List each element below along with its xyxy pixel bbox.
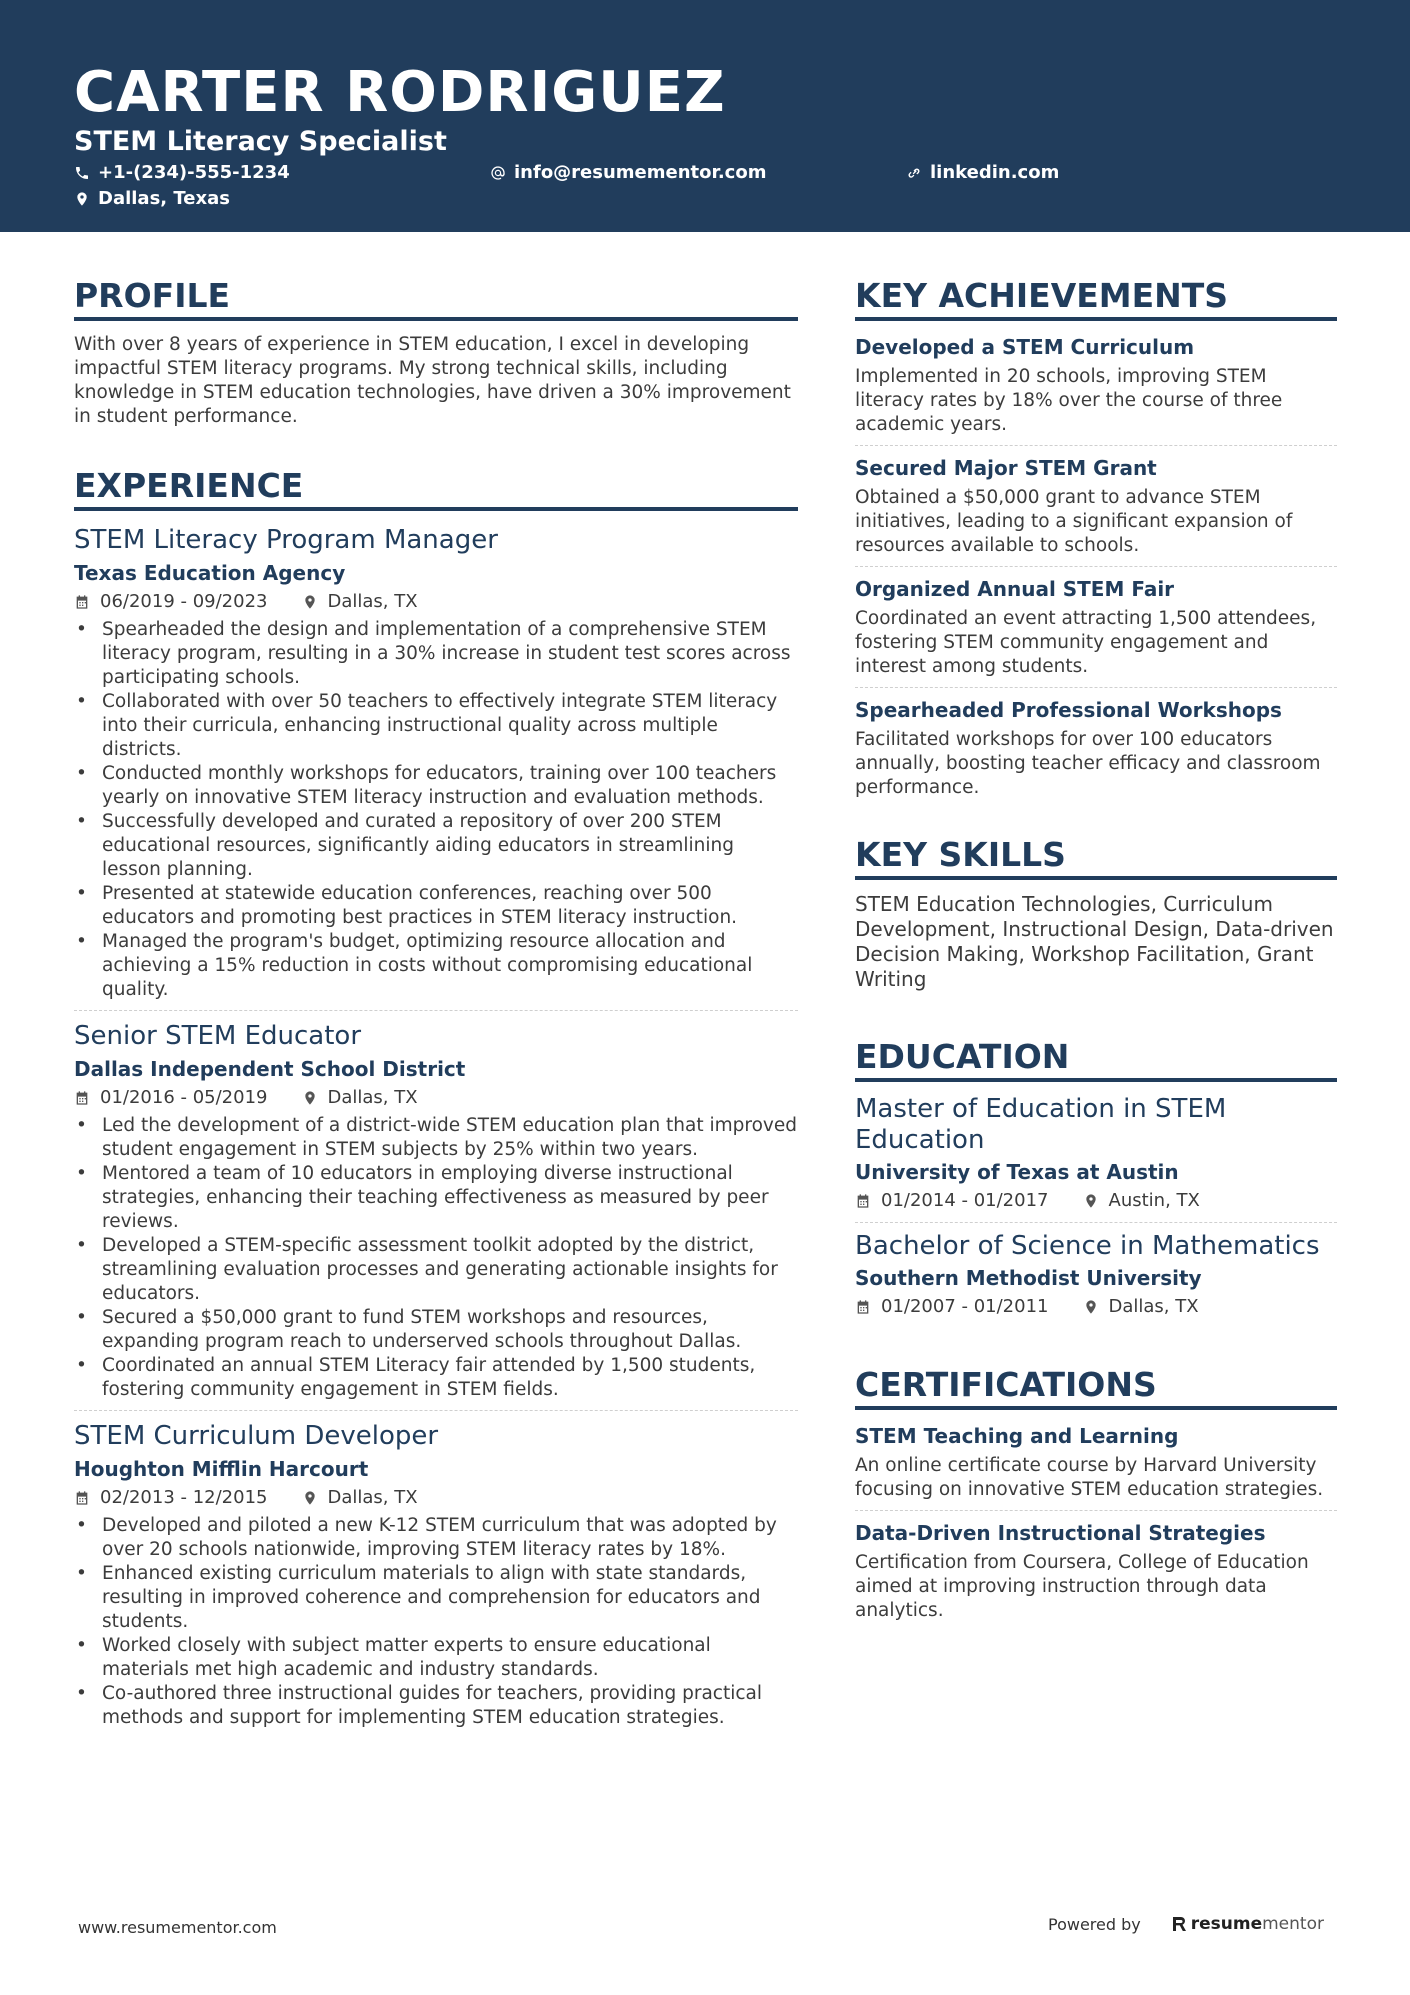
contact-location [74, 187, 230, 211]
divider [855, 566, 1337, 567]
education-location [1083, 1188, 1200, 1214]
education-meta [855, 1188, 1337, 1214]
skills-heading: KEY SKILLS [855, 834, 1337, 880]
right-column [855, 275, 1337, 1623]
achievement-item [855, 575, 1337, 679]
job-bullets [74, 618, 798, 1002]
achievement-title: Organized Annual STEM Fair [855, 577, 1175, 601]
at-icon [490, 165, 506, 181]
powered-by-label: Powered by [1048, 1914, 1141, 1934]
education-dates: 01/2007 - 01/2011 [881, 1296, 1049, 1317]
education-school: University of Texas at Austin [855, 1160, 1179, 1184]
footer-website[interactable]: www.resumementor.com [78, 1918, 277, 1937]
certifications-heading: CERTIFICATIONS [855, 1364, 1337, 1410]
bullet-item: • Led the development of a district-wide STEM education plan that improved student engagement in STEM subjects by 25% within two years. [74, 1114, 798, 1162]
phone-icon [74, 165, 90, 181]
left-column [74, 275, 798, 1730]
calendar-icon [855, 1193, 871, 1209]
bullet-item: • Developed and piloted a new K-12 STEM curriculum that was adopted by over 20 schools nationwide, improving STEM literacy rates by 18%. [74, 1514, 798, 1562]
certification-desc: Certification from Coursera, College of Education aimed at improving instruction through data analytics. [855, 1552, 1309, 1621]
job-company: Texas Education Agency [74, 561, 346, 585]
linkedin-text: linkedin.com [930, 162, 1060, 183]
bullet-item: • Coordinated an annual STEM Literacy fair attended by 1,500 students, fostering community engagement in STEM fields. [74, 1354, 798, 1402]
education-item [855, 1231, 1337, 1320]
bullet-item: • Managed the program's budget, optimizing resource allocation and achieving a 15% reduction in costs without compromising educational quality. [74, 930, 798, 1002]
education-item [855, 1094, 1337, 1214]
profile-heading: PROFILE [74, 275, 798, 321]
contact-email[interactable] [490, 161, 766, 185]
link-icon [906, 165, 922, 181]
location-pin-icon [302, 1090, 318, 1106]
job-location-text: Dallas, TX [327, 591, 418, 612]
candidate-name: CARTER RODRIGUEZ [74, 60, 726, 125]
divider [855, 687, 1337, 688]
education-location [1083, 1294, 1199, 1320]
location-pin-icon [302, 594, 318, 610]
bullet-item: • Successfully developed and curated a repository of over 200 STEM educational resources, significantly aiding educators in streamlining lesson planning. [74, 810, 798, 882]
job-location [302, 1085, 418, 1111]
resume-header [0, 0, 1410, 232]
divider [74, 1410, 798, 1411]
job-location [302, 589, 418, 615]
phone-text: +1-(234)-555-1234 [98, 162, 290, 183]
skills-text: STEM Education Technologies, Curriculum Development, Instructional Design, Data-driven Decision Making, Workshop Facilitation, Grant Writing [855, 892, 1334, 991]
education-degree: Bachelor of Science in Mathematics [855, 1231, 1320, 1261]
experience-heading: EXPERIENCE [74, 465, 798, 511]
footer-branding [1048, 1914, 1324, 1934]
job-dates: 06/2019 - 09/2023 [100, 591, 268, 612]
achievement-title: Secured Major STEM Grant [855, 456, 1157, 480]
achievements-heading: KEY ACHIEVEMENTS [855, 275, 1337, 321]
education-location-text: Dallas, TX [1108, 1296, 1199, 1317]
location-pin-icon [74, 191, 90, 207]
education-degree: Master of Education in STEM Education [855, 1094, 1227, 1155]
calendar-icon [74, 594, 90, 610]
achievement-title: Spearheaded Professional Workshops [855, 698, 1282, 722]
divider [74, 1010, 798, 1011]
brand-bold: resume [1190, 1914, 1263, 1934]
resumementor-logo-icon [1171, 1915, 1187, 1933]
job-meta [74, 1085, 798, 1111]
calendar-icon [74, 1090, 90, 1106]
education-location-text: Austin, TX [1108, 1190, 1200, 1211]
job-bullets [74, 1514, 798, 1730]
job-bullets [74, 1114, 798, 1402]
achievement-desc: Obtained a $50,000 grant to advance STEM initiatives, leading to a significant expansion of resources available to schools. [855, 487, 1293, 556]
achievement-item [855, 333, 1337, 437]
divider [855, 445, 1337, 446]
bullet-item: • Conducted monthly workshops for educators, training over 100 teachers yearly on innovative STEM literacy instruction and evaluation methods. [74, 762, 798, 810]
job-title: STEM Curriculum Developer [74, 1421, 439, 1451]
bullet-item: • Collaborated with over 50 teachers to effectively integrate STEM literacy into their curricula, enhancing instructional quality across multiple districts. [74, 690, 798, 762]
certification-item [855, 1422, 1337, 1502]
achievement-item [855, 454, 1337, 558]
calendar-icon [855, 1299, 871, 1315]
job-location [302, 1485, 418, 1511]
bullet-item: • Co-authored three instructional guides for teachers, providing practical methods and support for implementing STEM education strategies. [74, 1682, 798, 1730]
brand-light: mentor [1262, 1914, 1324, 1934]
job-company: Houghton Mifflin Harcourt [74, 1457, 369, 1481]
job-entry [74, 1419, 798, 1730]
job-meta [74, 1485, 798, 1511]
bullet-item: • Secured a $50,000 grant to fund STEM workshops and resources, expanding program reach to underserved schools throughout Dallas. [74, 1306, 798, 1354]
location-text: Dallas, Texas [98, 188, 230, 209]
achievement-desc: Coordinated an event attracting 1,500 attendees, fostering STEM community engagement and interest among students. [855, 608, 1317, 677]
job-company: Dallas Independent School District [74, 1057, 466, 1081]
job-dates: 02/2013 - 12/2015 [100, 1487, 268, 1508]
brand-logo[interactable] [1171, 1914, 1324, 1934]
achievement-item [855, 696, 1337, 800]
contact-phone[interactable] [74, 161, 290, 185]
certification-title: STEM Teaching and Learning [855, 1424, 1179, 1448]
bullet-item: • Spearheaded the design and implementation of a comprehensive STEM literacy program, resulting in a 30% increase in student test scores across participating schools. [74, 618, 798, 690]
contact-linkedin[interactable] [906, 161, 1059, 185]
email-text: info@resumementor.com [514, 162, 767, 183]
education-dates: 01/2014 - 01/2017 [881, 1190, 1049, 1211]
job-dates: 01/2016 - 05/2019 [100, 1087, 268, 1108]
bullet-item: • Developed a STEM-specific assessment toolkit adopted by the district, streamlining evaluation processes and generating actionable insights for educators. [74, 1234, 798, 1306]
bullet-item: • Enhanced existing curriculum materials to align with state standards, resulting in improved coherence and comprehension for educators and students. [74, 1562, 798, 1634]
job-title: STEM Literacy Program Manager [74, 525, 498, 555]
bullet-item: • Worked closely with subject matter experts to ensure educational materials met high academic and industry standards. [74, 1634, 798, 1682]
divider [855, 1222, 1337, 1223]
job-meta [74, 589, 798, 615]
location-pin-icon [302, 1490, 318, 1506]
bullet-item: • Mentored a team of 10 educators in employing diverse instructional strategies, enhancing their teaching effectiveness as measured by peer reviews. [74, 1162, 798, 1234]
certification-title: Data-Driven Instructional Strategies [855, 1521, 1266, 1545]
job-title: Senior STEM Educator [74, 1021, 362, 1051]
profile-text: With over 8 years of experience in STEM education, I excel in developing impactful STEM literacy programs. My strong technical skills, including knowledge in STEM education technologies, have driven a 30% improvement in student performance. [74, 334, 791, 427]
job-entry [74, 1019, 798, 1402]
achievement-desc: Implemented in 20 schools, improving STEM literacy rates by 18% over the course of three academic years. [855, 366, 1283, 435]
job-location-text: Dallas, TX [327, 1487, 418, 1508]
location-pin-icon [1083, 1299, 1099, 1315]
divider [855, 1510, 1337, 1511]
achievement-desc: Facilitated workshops for over 100 educators annually, boosting teacher efficacy and classroom performance. [855, 729, 1321, 798]
candidate-title: STEM Literacy Specialist [74, 126, 447, 157]
job-entry [74, 523, 798, 1002]
education-school: Southern Methodist University [855, 1266, 1202, 1290]
education-heading: EDUCATION [855, 1036, 1337, 1082]
job-location-text: Dallas, TX [327, 1087, 418, 1108]
achievement-title: Developed a STEM Curriculum [855, 335, 1195, 359]
certification-desc: An online certificate course by Harvard University focusing on innovative STEM education strategies. [855, 1455, 1324, 1500]
education-meta [855, 1294, 1337, 1320]
location-pin-icon [1083, 1193, 1099, 1209]
bullet-item: • Presented at statewide education conferences, reaching over 500 educators and promoting best practices in STEM literacy instruction. [74, 882, 798, 930]
certification-item [855, 1519, 1337, 1623]
calendar-icon [74, 1490, 90, 1506]
